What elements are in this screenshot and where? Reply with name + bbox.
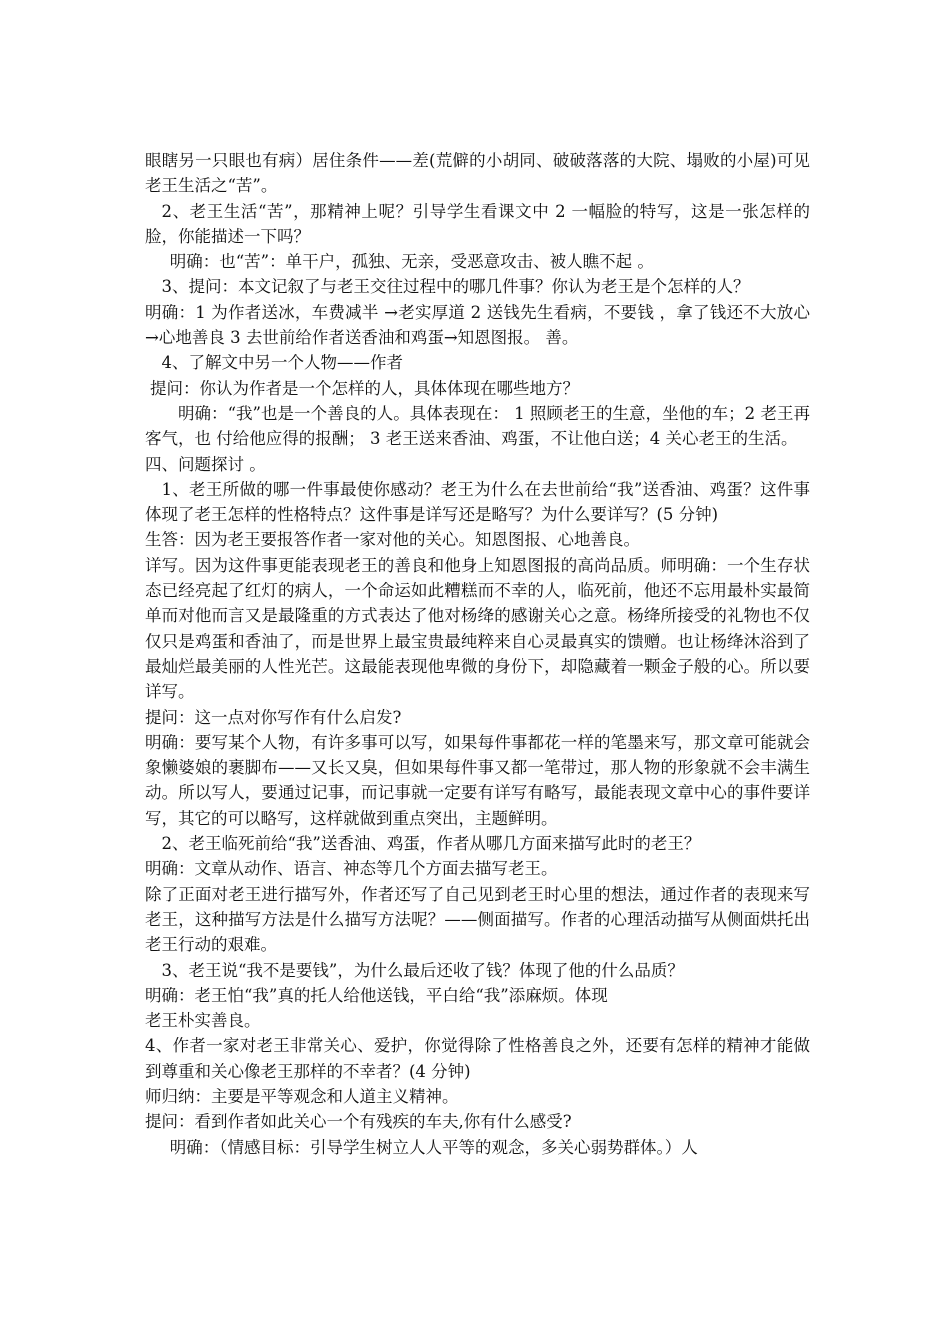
paragraph-side-description: 除了正面对老王进行描写外，作者还写了自己见到老王时心里的想法，通过作者的表现来写老王，这种描写方法是什么描写方法呢？——侧面描写。作者的心理活动描写从侧面烘托出老王行动的艰难。 [145,884,810,955]
paragraph-question-events: 3、提问：本文记叙了与老王交往过程中的哪几件事？你认为老王是个怎样的人？ [161,277,750,297]
paragraph-question-feeling: 提问：看到作者如此关心一个有残疾的车夫,你有什么感受? [145,1112,572,1132]
paragraph-question-description: 2、老王临死前给“我”送香油、鸡蛋，作者从哪几方面来描写此时的老王？ [161,834,701,854]
paragraph-answer-description: 明确：文章从动作、语言、神态等几个方面去描写老王。 [145,859,558,879]
paragraph-question-spirit: 4、作者一家对老王非常关心、爱护，你觉得除了性格善良之外，还要有怎样的精神才能做到尊重和关心像老王那样的不幸者？(4 分钟) [145,1036,810,1081]
paragraph-living-conditions: 眼瞎另一只眼也有病）居住条件——差(荒僻的小胡同、破破落落的大院、塌败的小屋)可见老王生活之“苦”。 [145,151,810,196]
paragraph-question-money: 3、老王说“我不是要钱”，为什么最后还收了钱？体现了他的什么品质？ [161,960,684,980]
paragraph-question-face: 2、老王生活“苦”，那精神上呢？引导学生看课文中 2 一幅脸的特写，这是一张怎样的脸，你能描述一下吗？ [145,201,810,246]
paragraph-answer-feeling: 明确：（情感目标：引导学生树立人人平等的观念，多关心弱势群体。）人 [169,1137,698,1157]
paragraph-answer-money: 明确：老王怕“我”真的托人给他送钱，平白给“我”添麻烦。体现 [145,985,608,1005]
paragraph-teacher-summary: 师归纳：主要是平等观念和人道主义精神。 [145,1086,459,1106]
document-page [145,148,810,1160]
paragraph-question-author: 提问：你认为作者是一个怎样的人，具体体现在哪些地方？ [149,378,579,398]
paragraph-student-answer: 生答：因为老王要报答作者一家对他的关心。知恩图报、心地善良。 [145,530,640,550]
paragraph-answer-author: 明确：“我”也是一个善良的人。具体表现在： 1 照顾老王的生意，坐他的车；2 老王再客气，也 付给他应得的报酬； 3 老王送来香油、鸡蛋，不让他白送；4 关心老王的生活。 [145,403,810,449]
paragraph-question-inspiration: 提问：这一点对你写作有什么启发? [145,707,402,727]
paragraph-question-moving: 1、老王所做的哪一件事最使你感动？老王为什么在去世前给“我”送香油、鸡蛋？这件事体现了老王怎样的性格特点？这件事是详写还是略写？为什么要详写？(5 分钟) [145,479,810,525]
section-heading-discussion: 四、问题探讨 。 [145,454,266,474]
paragraph-answer-money-cont: 老王朴实善良。 [145,1011,261,1031]
paragraph-author-heading: 4、了解文中另一个人物——作者 [161,353,403,373]
paragraph-answer-inspiration: 明确：要写某个人物，有许多事可以写，如果每件事都花一样的笔墨来写，那文章可能就会象懒婆娘的裹脚布——又长又臭，但如果每件事又都一笔带过，那人物的形象就不会丰满生动。所以写人，要通过记事，而记事就一定要有详写有略写，最能表现文章中心的事件要详写，其它的可以略写，这样就做到重点突出，主题鲜明。 [145,732,810,828]
paragraph-answer-bitter: 明确：也“苦”：单干户，孤独、无亲，受恶意攻击、被人瞧不起 。 [169,252,654,272]
paragraph-answer-events: 明确：1 为作者送冰，车费减半 →老实厚道 2 送钱先生看病，不要钱 ，拿了钱还不大放心 →心地善良 3 去世前给作者送香油和鸡蛋→知恩图报。 善。 [145,302,810,348]
paragraph-detailed-writing: 详写。因为这件事更能表现老王的善良和他身上知恩图报的高尚品质。师明确：一个生存状态已经亮起了红灯的病人，一个命运如此糟糕而不幸的人，临死前，他还不忘用最朴实最简单而对他而言又是最隆重的方式表达了他对杨绛的感谢关心之意。杨绛所接受的礼物也不仅仅只是鸡蛋和香油了，而是世界上最宝贵最纯粹来自心灵最真实的馈赠。也让杨绛沐浴到了最灿烂最美丽的人性光芒。这最能表现他卑微的身份下，却隐藏着一颗金子般的心。所以要详写。 [145,555,810,702]
